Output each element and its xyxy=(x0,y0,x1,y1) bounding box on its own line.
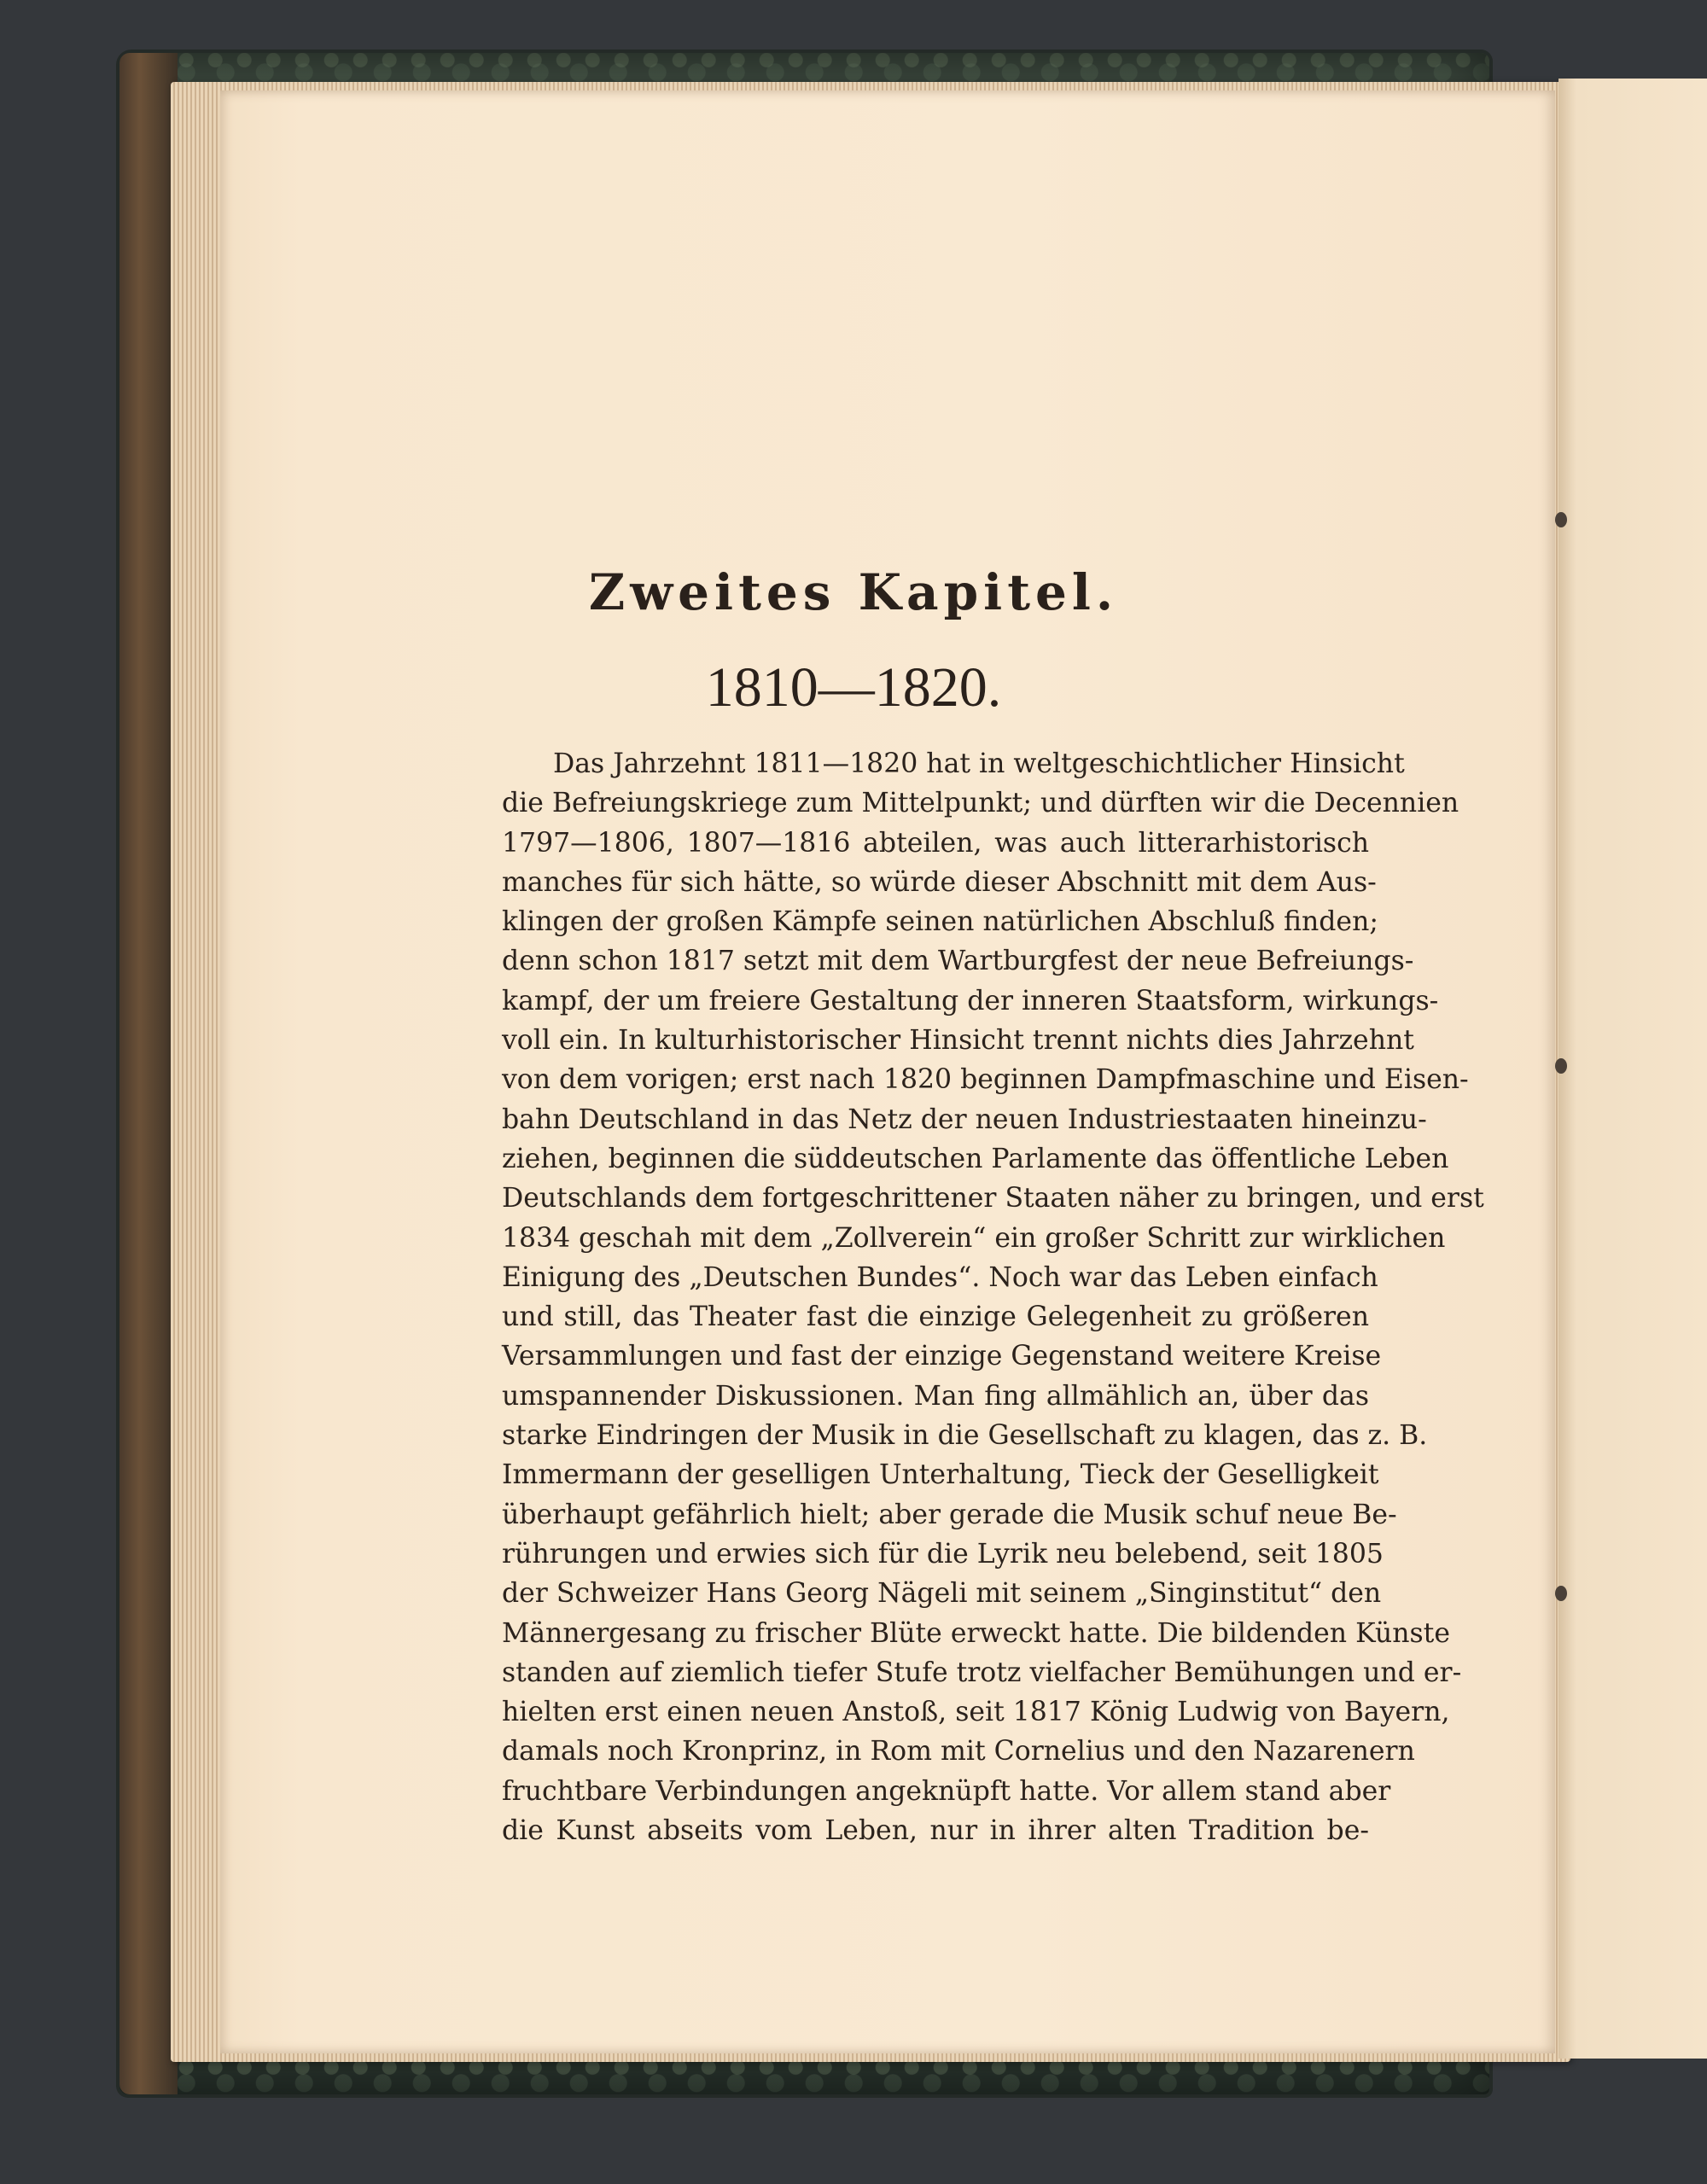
text-line: denn schon 1817 setzt mit dem Wartburgfest der neue Befreiungs- xyxy=(502,946,1414,977)
text-line: Einigung des „Deutschen Bundes“. Noch war das Leben einfach xyxy=(502,1261,1378,1293)
text-line: Deutschlands dem fortgeschrittener Staaten näher zu bringen, und erst xyxy=(502,1183,1484,1214)
text-line: die Befreiungskriege zum Mittelpunkt; und dürften wir die Decennien xyxy=(502,788,1459,819)
book-spine-edge xyxy=(119,53,178,2094)
binding-hole-icon xyxy=(1555,1058,1567,1074)
text-line: rührungen und erwies sich für die Lyrik neu belebend, seit 1805 xyxy=(502,1538,1384,1570)
text-line: starke Eindringen der Musik in die Gesellschaft zu klagen, das z. B. xyxy=(502,1420,1428,1452)
text-line: voll ein. In kulturhistorischer Hinsicht trennt nichts dies Jahrzehnt xyxy=(502,1025,1414,1057)
text-line: Versammlungen und fast der einzige Gegenstand weitere Kreise xyxy=(502,1341,1382,1372)
text-line: bahn Deutschland in das Netz der neuen Industriestaaten hineinzu- xyxy=(502,1104,1427,1135)
text-line: überhaupt gefährlich hielt; aber gerade die Musik schuf neue Be- xyxy=(502,1499,1397,1530)
text-line: manches für sich hätte, so würde dieser Abschnitt mit dem Aus- xyxy=(502,866,1377,898)
text-line: 1834 geschah mit dem „Zollverein“ ein großer Schritt zur wirklichen xyxy=(502,1222,1446,1254)
binding-hole-icon xyxy=(1555,1586,1567,1601)
text-line: damals noch Kronprinz, in Rom mit Cornelius und den Nazarenern xyxy=(502,1736,1415,1768)
text-line: und still, das Theater fast die einzige Gelegenheit zu größeren xyxy=(502,1302,1369,1333)
text-line: Das Jahrzehnt 1811—1820 hat in weltgeschichtlicher Hinsicht xyxy=(553,748,1405,779)
text-line: klingen der großen Kämpfe seinen natürlichen Abschluß finden; xyxy=(502,906,1378,938)
text-line: ziehen, beginnen die süddeutschen Parlamente das öffentliche Leben xyxy=(502,1143,1449,1174)
text-line: umspannender Diskussionen. Man fing allmählich an, über das xyxy=(502,1380,1369,1412)
text-line: von dem vorigen; erst nach 1820 beginnen Dampfmaschine und Eisen- xyxy=(502,1064,1469,1096)
text-line: kampf, der um freiere Gestaltung der inneren Staatsform, wirkungs- xyxy=(502,985,1439,1016)
chapter-title: Zweites Kapitel. xyxy=(588,563,1119,621)
text-line: die Kunst abseits vom Leben, nur in ihrer alten Tradition be- xyxy=(502,1815,1369,1847)
text-line: standen auf ziemlich tiefer Stufe trotz vielfacher Bemühungen und er- xyxy=(502,1657,1462,1688)
text-line: Männergesang zu frischer Blüte erweckt hatte. Die bildenden Künste xyxy=(502,1617,1450,1649)
text-line: fruchtbare Verbindungen angeknüpft hatte. Vor allem stand aber xyxy=(502,1775,1391,1807)
text-line: 1797—1806, 1807—1816 abteilen, was auch litterarhistorisch xyxy=(502,827,1369,859)
text-line: hielten erst einen neuen Anstoß, seit 1817 König Ludwig von Bayern, xyxy=(502,1697,1450,1728)
text-line: Immermann der geselligen Unterhaltung, Tieck der Geselligkeit xyxy=(502,1459,1379,1491)
binding-hole-icon xyxy=(1555,512,1567,527)
chapter-years: 1810—1820. xyxy=(705,656,1002,719)
body-text xyxy=(502,744,1484,1850)
facing-page-edge xyxy=(1558,79,1707,2059)
text-line: der Schweizer Hans Georg Nägeli mit seinem „Singinstitut“ den xyxy=(502,1578,1382,1610)
